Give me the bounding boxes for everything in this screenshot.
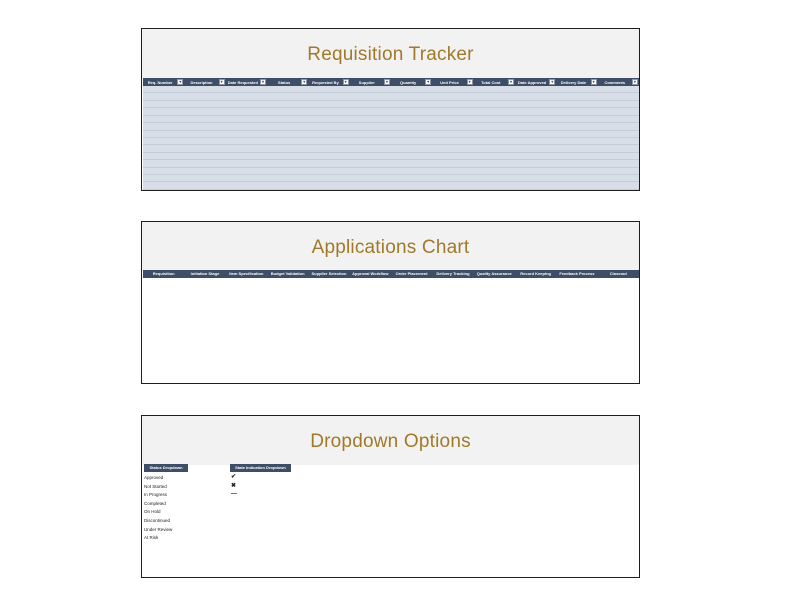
status-dropdown-header: Status Dropdown	[144, 464, 188, 472]
applications-column-header: Delivery Tracking	[436, 271, 470, 276]
applications-title: Applications Chart	[311, 237, 470, 258]
applications-column-header: Budget Validation	[270, 271, 305, 276]
table-row[interactable]	[143, 160, 639, 167]
filter-dropdown-icon[interactable]: ▾	[633, 79, 636, 84]
column-label: Description	[190, 79, 213, 85]
requisition-title-band	[142, 29, 639, 79]
applications-column-header: Closeout	[609, 271, 627, 276]
column-label: Req. Number	[147, 79, 173, 85]
applications-column-header: Item Specification	[229, 271, 264, 276]
filter-dropdown-icon[interactable]: ▾	[385, 79, 388, 84]
requisition-column-header	[474, 78, 515, 86]
requisition-column-header	[350, 78, 391, 86]
status-option: Under Review	[144, 526, 173, 532]
status-option: Approved	[144, 475, 164, 480]
requisition-table-body	[143, 86, 639, 190]
status-option: In Progress	[144, 492, 168, 498]
status-option: Discontinued	[144, 517, 171, 523]
filter-dropdown-icon[interactable]: ▾	[303, 79, 306, 84]
requisition-table	[143, 78, 639, 190]
requisition-column-header	[184, 78, 225, 86]
requisition-tracker-panel	[141, 28, 640, 191]
applications-title-band	[142, 222, 639, 270]
applications-column-header: Supplier Selection	[311, 271, 347, 276]
applications-column-header: Requisition	[152, 271, 175, 276]
table-row[interactable]	[143, 101, 639, 108]
table-row[interactable]	[143, 153, 639, 160]
applications-column-header: Record Keeping	[520, 271, 551, 276]
dropdown-options-panel	[141, 415, 640, 578]
table-row[interactable]	[143, 182, 639, 189]
dropdown-title-band	[142, 416, 639, 465]
filter-dropdown-icon[interactable]: ▾	[344, 79, 347, 84]
requisition-column-header	[391, 78, 432, 86]
column-label: Date Requested	[227, 79, 258, 85]
requisition-column-header	[556, 78, 597, 86]
dash-icon: —	[231, 491, 237, 498]
column-label: Status	[278, 79, 291, 85]
status-option: Not Started	[144, 483, 167, 489]
requisition-column-header	[143, 78, 184, 86]
requisition-column-header	[432, 78, 473, 86]
requisition-column-header	[515, 78, 556, 86]
filter-dropdown-icon[interactable]: ▾	[551, 79, 554, 84]
filter-dropdown-icon[interactable]: ▾	[427, 79, 430, 84]
table-row[interactable]	[143, 93, 639, 100]
status-option: At Risk	[144, 535, 159, 541]
column-label: Date Approved	[517, 79, 547, 85]
requisition-table-header	[143, 78, 639, 86]
requisition-column-header	[308, 78, 349, 86]
table-row[interactable]	[143, 131, 639, 138]
table-row[interactable]	[143, 123, 639, 130]
requisition-title: Requisition Tracker	[307, 44, 474, 65]
column-label: Total Cost	[481, 79, 501, 85]
state-indication-list	[231, 473, 237, 499]
table-row[interactable]	[143, 116, 639, 123]
column-label: Unit Price	[440, 79, 459, 85]
applications-column-header: Quality Assurance	[476, 271, 512, 276]
table-row[interactable]	[143, 175, 639, 182]
applications-chart-panel	[141, 221, 640, 384]
filter-dropdown-icon[interactable]: ▾	[261, 79, 264, 84]
column-label: Quantity	[400, 79, 417, 85]
filter-dropdown-icon[interactable]: ▾	[509, 79, 512, 84]
applications-table-header	[143, 270, 639, 278]
table-row[interactable]	[143, 108, 639, 115]
applications-column-header: Approval Workflow	[352, 271, 389, 276]
applications-column-header: Order Placement	[395, 271, 428, 276]
status-option: On Hold	[144, 509, 161, 515]
cross-icon: ✖	[231, 482, 237, 489]
requisition-column-header	[267, 78, 308, 86]
column-label: Requested By	[312, 79, 339, 85]
column-label: Comments	[604, 79, 626, 85]
filter-dropdown-icon[interactable]: ▾	[220, 79, 223, 84]
column-label: Delivery Date	[560, 79, 587, 85]
dropdown-title: Dropdown Options	[310, 431, 471, 452]
checkmark-icon: ✔	[231, 474, 237, 480]
filter-dropdown-icon[interactable]: ▾	[468, 79, 471, 84]
status-options-list	[144, 474, 172, 543]
applications-column-header: Initiation Stage	[190, 271, 220, 276]
state-indication-header: State Indication Dropdown	[230, 464, 291, 472]
requisition-column-header	[598, 78, 639, 86]
table-row[interactable]	[143, 138, 639, 145]
column-label: Supplier	[358, 79, 375, 85]
status-option: Completed	[144, 500, 166, 506]
requisition-column-header	[226, 78, 267, 86]
table-row[interactable]	[143, 145, 639, 152]
filter-dropdown-icon[interactable]: ▾	[592, 79, 595, 84]
table-row[interactable]	[143, 168, 639, 175]
table-row[interactable]	[143, 86, 639, 93]
applications-column-header: Feedback Process	[559, 271, 595, 276]
filter-dropdown-icon[interactable]: ▾	[179, 79, 182, 84]
